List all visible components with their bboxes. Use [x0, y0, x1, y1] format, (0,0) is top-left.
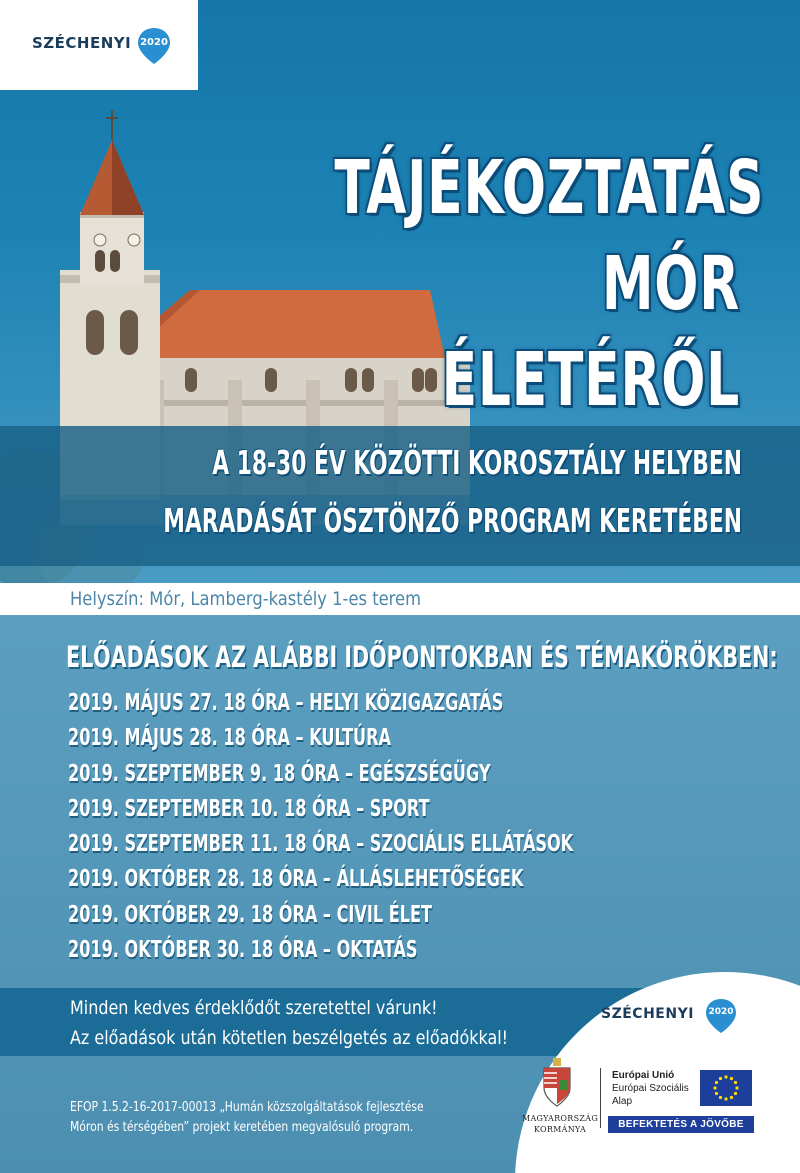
eu-line-1: Európai Unió [612, 1070, 675, 1081]
eu-line-3: Alap [612, 1096, 633, 1107]
welcome-line-1: Minden kedves érdeklődőt szeretettel várunk! [70, 997, 438, 1019]
eu-line-2: Európai Szociális [612, 1083, 689, 1094]
logo-pin-text: 2020 [140, 37, 168, 48]
invest-badge: BEFEKTETÉS A JÖVŐBE [608, 1116, 754, 1133]
schedule-item: 2019. MÁJUS 28. 18 ÓRA – KULTÚRA [68, 725, 391, 752]
schedule-list [68, 686, 768, 968]
welcome-line-2: Az előadások után kötetlen beszélgetés az előadókkal! [70, 1027, 509, 1049]
eu-flag-icon [700, 1070, 752, 1106]
subtitle-line-1: A 18-30 ÉV KÖZÖTTI KOROSZTÁLY HELYBEN [212, 443, 742, 482]
schedule-item: 2019. SZEPTEMBER 9. 18 ÓRA – EGÉSZSÉGÜGY [68, 760, 491, 787]
main-title [334, 140, 765, 428]
location-bar [0, 583, 800, 615]
title-line-2: MÓR ÉLETÉRŐL [441, 241, 740, 423]
location-text: Helyszín: Mór, Lamberg-kastély 1-es terem [70, 588, 422, 610]
lectures-heading: ELŐADÁSOK AZ ALÁBBI IDŐPONTOKBAN ÉS TÉMAKÖRÖKBEN: [66, 640, 778, 674]
schedule-item: 2019. OKTÓBER 29. 18 ÓRA – CIVIL ÉLET [68, 901, 432, 928]
schedule-item: 2019. MÁJUS 27. 18 ÓRA – HELYI KÖZIGAZGATÁS [68, 690, 504, 716]
funding-szechenyi-text: SZÉCHENYI [601, 1006, 694, 1022]
funding-pin-text: 2020 [708, 1007, 734, 1017]
logo-text: SZÉCHENYI [32, 34, 132, 52]
footnote-line-2: Móron és térségében” projekt keretében megvalósuló program. [70, 1120, 414, 1135]
divider [600, 1068, 601, 1128]
szechenyi-logo [0, 0, 198, 90]
schedule-item: 2019. OKTÓBER 28. 18 ÓRA – ÁLLÁSLEHETŐSÉGEK [68, 866, 524, 893]
footnote-line-1: EFOP 1.5.2-16-2017-00013 „Humán közszolgáltatások fejlesztése [70, 1100, 424, 1115]
hungary-line-2: KORMÁNYA [533, 1125, 587, 1134]
schedule-item: 2019. OKTÓBER 30. 18 ÓRA – OKTATÁS [68, 937, 418, 964]
hungary-line-1: MAGYARORSZÁG [521, 1114, 599, 1123]
schedule-item: 2019. SZEPTEMBER 11. 18 ÓRA – SZOCIÁLIS ELLÁTÁSOK [68, 831, 574, 858]
subtitle-line-2: MARADÁSÁT ÖSZTÖNZŐ PROGRAM KERETÉBEN [163, 501, 742, 540]
title-line-1: TÁJÉKOZTATÁS [334, 145, 765, 231]
coat-of-arms-icon [540, 1058, 574, 1108]
schedule-item: 2019. SZEPTEMBER 10. 18 ÓRA – SPORT [68, 795, 430, 822]
